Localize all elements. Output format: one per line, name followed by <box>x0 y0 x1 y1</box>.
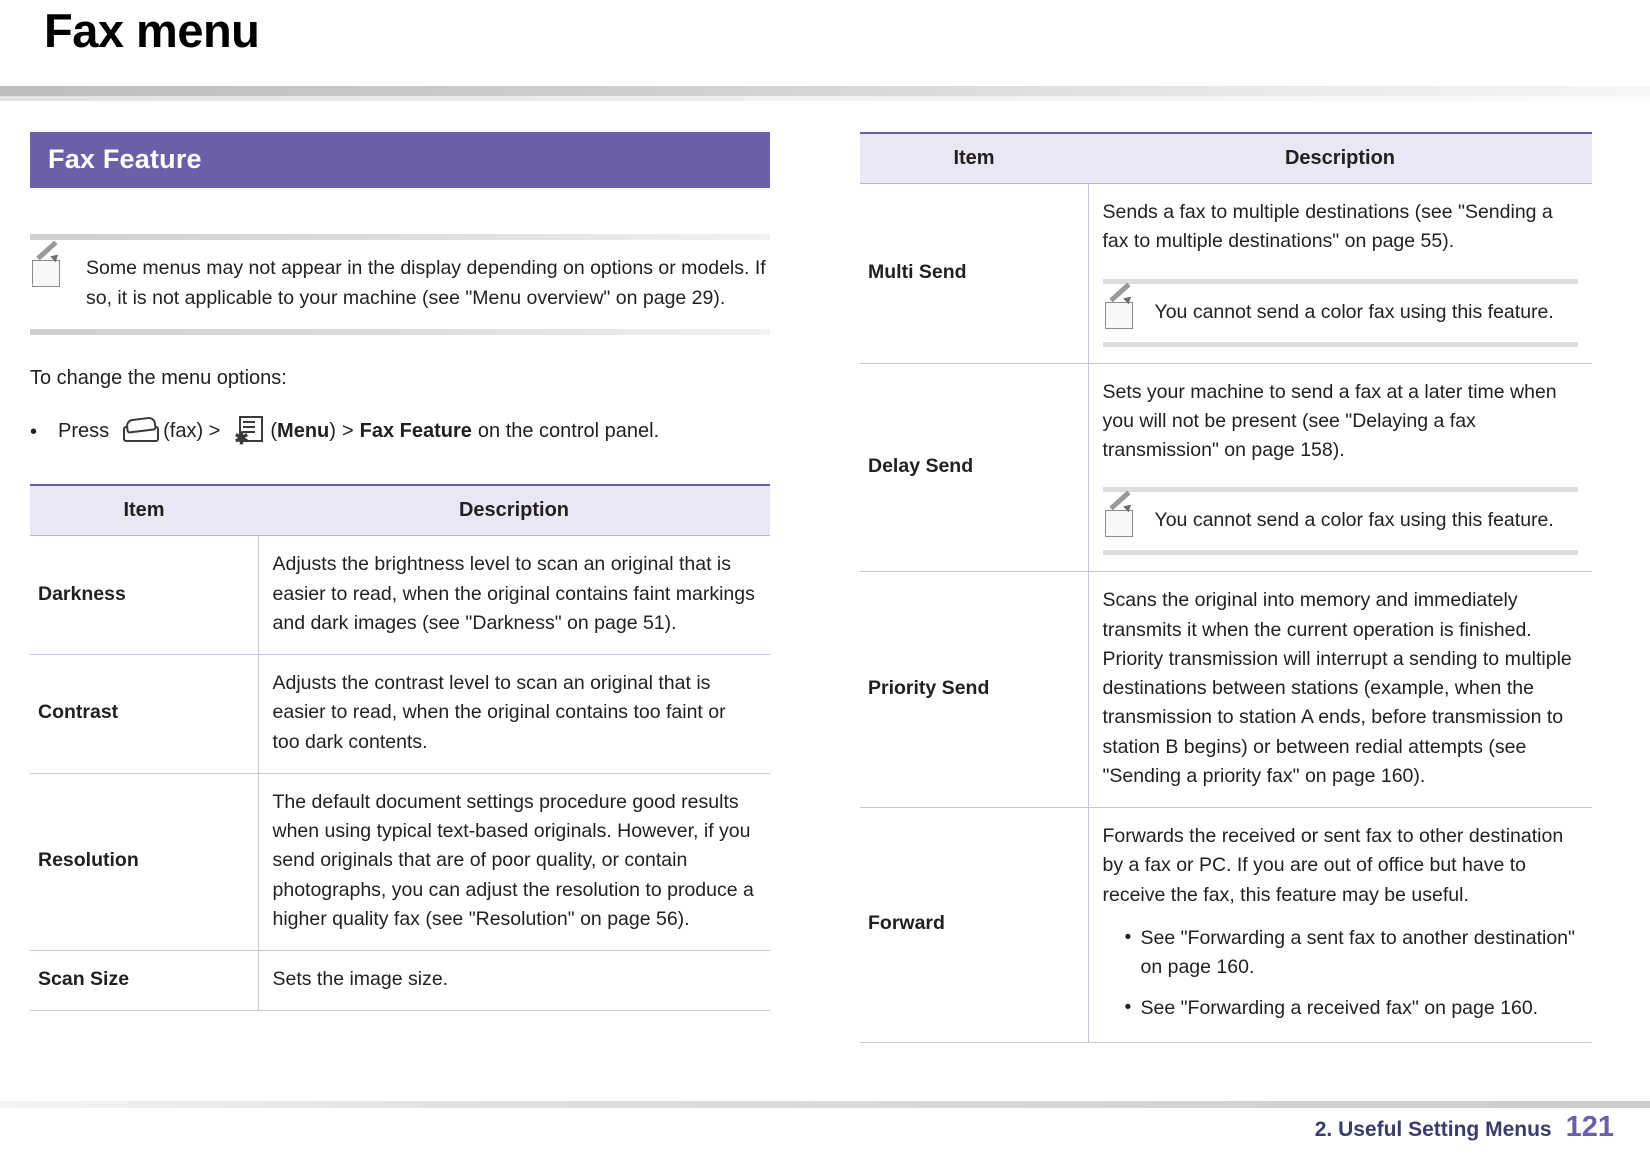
page-columns <box>0 132 1650 1043</box>
fax-label: (fax) > <box>163 419 221 442</box>
table-header-row <box>860 133 1592 184</box>
item-name: Priority Send <box>860 572 1088 808</box>
table-row <box>30 536 770 655</box>
description-sub-list <box>1103 924 1579 1024</box>
note-box-menu-availability <box>30 234 770 335</box>
table-row <box>860 184 1592 364</box>
table-row <box>30 773 770 950</box>
footer-divider <box>0 1101 1650 1108</box>
fax-feature-table-continued <box>860 132 1592 1043</box>
item-description-cell <box>1088 363 1592 572</box>
right-column <box>800 132 1650 1043</box>
note-text: You cannot send a color fax using this feature. <box>1154 509 1554 532</box>
left-column <box>0 132 800 1043</box>
instruction-bullet <box>30 416 800 449</box>
item-name: Forward <box>860 808 1088 1043</box>
inline-note <box>1103 279 1579 347</box>
note-pencil-icon <box>1103 296 1155 330</box>
item-description-cell <box>1088 184 1592 364</box>
item-name: Multi Send <box>860 184 1088 364</box>
list-item: • See "Forwarding a received fax" on page 160. <box>1125 994 1579 1023</box>
intro-text: To change the menu options: <box>30 367 287 390</box>
item-description: Forwards the received or sent fax to other destination by a fax or PC. If you are out of office but have to receive the fax, this feature may be useful. <box>1102 825 1564 906</box>
note-text: Some menus may not appear in the display depending on options or models. If so, it is not applicable to your machine (see "Menu overview" on page 29). <box>86 257 766 309</box>
table-row <box>30 655 770 774</box>
item-description: Sets your machine to send a fax at a later time when you will not be present (see "Delaying a fax transmission" on page 158). <box>1102 380 1557 461</box>
list-item: • See "Forwarding a sent fax to another destination" on page 160. <box>1125 924 1579 983</box>
press-label: Press <box>58 419 110 442</box>
item-name: Darkness <box>30 536 258 655</box>
item-description: Sends a fax to multiple destinations (see "Sending a fax to multiple destinations" on page 55). <box>1102 201 1553 253</box>
table-row <box>860 572 1592 808</box>
note-pencil-icon <box>1103 504 1155 538</box>
item-description: Adjusts the brightness level to scan an original that is easier to read, when the original contains faint markings and dark images (see "Darkness" on page 51). <box>258 536 770 655</box>
column-header-item: Item <box>30 485 258 536</box>
fax-feature-label: Fax Feature <box>359 419 472 442</box>
table-row <box>30 951 770 1011</box>
table-row <box>860 363 1592 572</box>
column-header-description: Description <box>258 485 770 536</box>
item-description-cell <box>1088 808 1592 1043</box>
item-description: The default document settings procedure good results when using typical text-based originals. However, if you send originals that are of poor quality, or contain photographs, you can adjust the resolution to produce a higher quality fax (see "Resolution" on page 56). <box>258 773 770 950</box>
note-pencil-icon <box>30 254 86 313</box>
menu-icon: ✱ <box>234 416 264 446</box>
menu-paren-close: ) <box>329 419 336 442</box>
table-row <box>860 808 1592 1043</box>
note-divider-bottom <box>30 329 770 335</box>
title-divider <box>0 86 1650 96</box>
fax-feature-table <box>30 484 770 1011</box>
column-header-description: Description <box>1088 133 1592 184</box>
footer-page-number: 121 <box>1565 1111 1614 1143</box>
path-separator: > <box>341 419 354 442</box>
item-description: Sets the image size. <box>258 951 770 1011</box>
footer-chapter-label: 2. Useful Setting Menus <box>1314 1118 1552 1141</box>
column-header-item: Item <box>860 133 1088 184</box>
bullet-marker: • <box>30 421 38 444</box>
control-panel-tail: on the control panel. <box>477 419 660 442</box>
table-header-row <box>30 485 770 536</box>
page-footer <box>0 1102 1650 1158</box>
menu-paren-open: ( <box>270 419 278 442</box>
item-name: Scan Size <box>30 951 258 1011</box>
item-name: Delay Send <box>860 363 1088 572</box>
item-description: Adjusts the contrast level to scan an original that is easier to read, when the original contains too faint or too dark contents. <box>258 655 770 774</box>
section-banner-fax-feature: Fax Feature <box>30 132 770 188</box>
menu-label: Menu <box>277 419 330 442</box>
note-text: You cannot send a color fax using this feature. <box>1154 300 1554 323</box>
item-description: Scans the original into memory and immediately transmits it when the current operation is finished. Priority transmission will interrupt a sending to multiple destinations between stations (example, when the transmission to station A ends, before transmission to station B begins) or between redial attempts (see "Sending a priority fax" on page 160). <box>1088 572 1592 808</box>
inline-note <box>1103 487 1579 555</box>
page-title: Fax menu <box>44 4 260 57</box>
item-name: Contrast <box>30 655 258 774</box>
item-name: Resolution <box>30 773 258 950</box>
fax-handset-icon <box>123 418 157 444</box>
